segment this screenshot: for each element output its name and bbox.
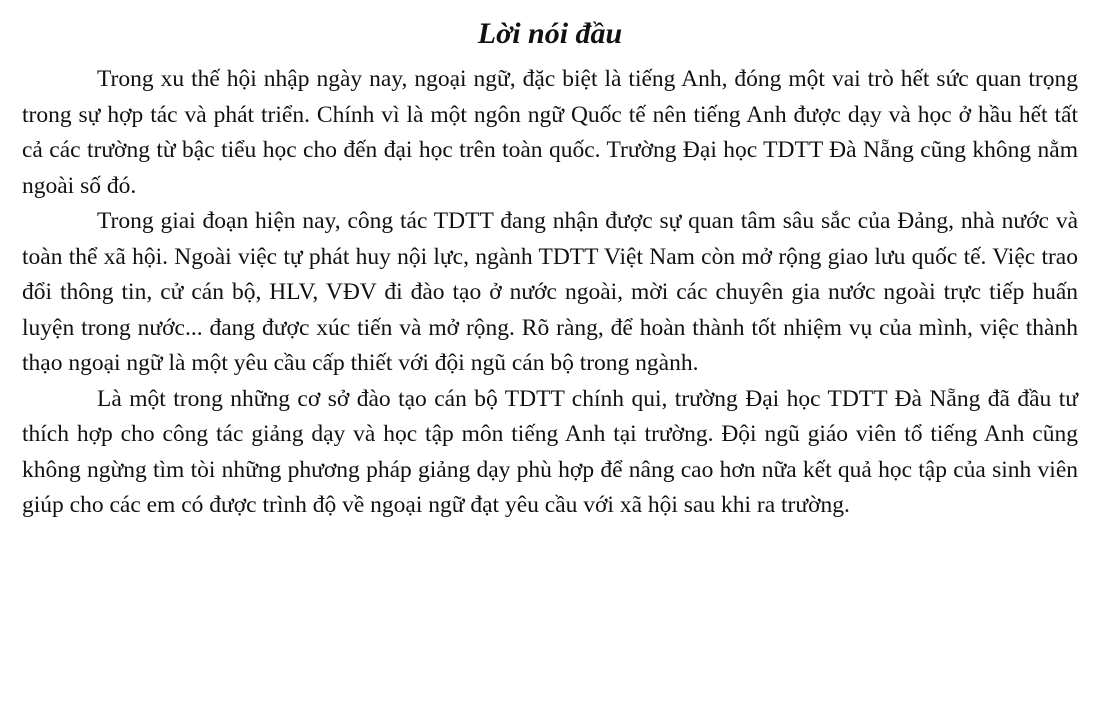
paragraph-2: Trong giai đoạn hiện nay, công tác TDTT đang nhận được sự quan tâm sâu sắc của Đảng, nhà nước và toàn thể xã hội. Ngoài việc tự phát huy nội lực, ngành TDTT Việt Nam còn mở rộng giao lưu quốc tế. Việc trao đổi thông tin, cử cán bộ, HLV, VĐV đi đào tạo ở nước ngoài, mời các chuyên gia nước ngoài trực tiếp huấn luyện trong nước... đang được xúc tiến và mở rộng. Rõ ràng, để hoàn thành tốt nhiệm vụ của mình, việc thành thạo ngoại ngữ là một yêu cầu cấp thiết với đội ngũ cán bộ trong ngành. [22, 208, 1078, 376]
document-title: Lời nói đầu [477, 17, 623, 50]
paragraph-3: Là một trong những cơ sở đào tạo cán bộ TDTT chính qui, trường Đại học TDTT Đà Nẵng đã đầu tư thích hợp cho công tác giảng dạy và học tập môn tiếng Anh tại trường. Đội ngũ giáo viên tổ tiếng Anh cũng không ngừng tìm tòi những phương pháp giảng dạy phù hợp để nâng cao hơn nữa kết quả học tập của sinh viên giúp cho các em có được trình độ về ngoại ngữ đạt yêu cầu với xã hội sau khi ra trường. [22, 385, 1078, 518]
paragraph-1: Trong xu thế hội nhập ngày nay, ngoại ngữ, đặc biệt là tiếng Anh, đóng một vai trò hết sức quan trọng trong sự hợp tác và phát triển. Chính vì là một ngôn ngữ Quốc tế nên tiếng Anh được dạy và học ở hầu hết tất cả các trường từ bậc tiểu học cho đến đại học trên toàn quốc. Trường Đại học TDTT Đà Nẵng cũng không nằm ngoài số đó. [22, 66, 1078, 199]
document-page [22, 0, 1078, 524]
